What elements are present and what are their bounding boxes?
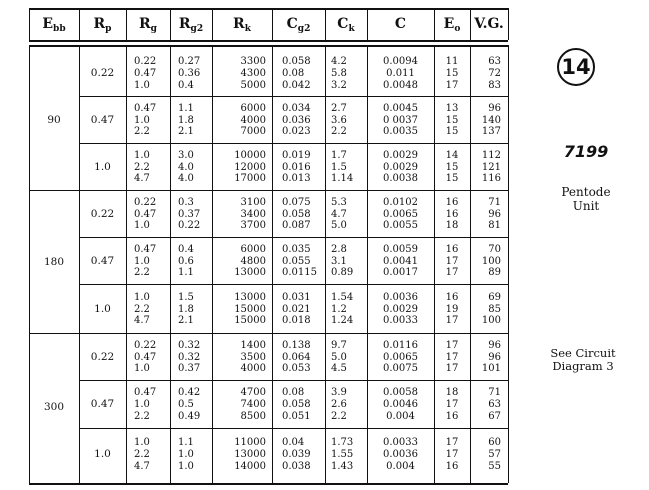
cell-ck: 1.54 xyxy=(331,291,354,303)
cell-rg2: 1.8 xyxy=(178,303,194,315)
cell-rg2: 2.1 xyxy=(178,126,194,138)
cell-ck: 1.73 xyxy=(331,437,354,449)
cell-rk: 4000 xyxy=(240,363,266,375)
cell-ck: 1.43 xyxy=(331,460,354,472)
cell-vg: 121 xyxy=(481,161,501,173)
cell-rg: 1.0 xyxy=(134,437,150,449)
cell-vg: 55 xyxy=(488,460,501,472)
cell-vg: 60 xyxy=(488,437,501,449)
cell-ck: 2.6 xyxy=(331,399,347,411)
cell-vg: 71 xyxy=(488,196,501,208)
cell-eo: 18 xyxy=(445,387,459,399)
cell-cg2: 0.051 xyxy=(282,410,311,422)
cell-c: 0.0038 xyxy=(383,173,418,185)
header-column-divider xyxy=(508,8,509,40)
cell-c: 0.0029 xyxy=(383,161,418,173)
cell-c: 0.0065 xyxy=(383,208,418,220)
cell-eo: 16 xyxy=(445,460,459,472)
body-top-border xyxy=(29,45,508,47)
cell-rk: 4700 xyxy=(240,387,266,399)
cell-ck: 3.1 xyxy=(331,255,347,267)
cell-vg: 100 xyxy=(481,255,501,267)
cell-c: 0.0065 xyxy=(383,351,418,363)
cell-ck: 5.3 xyxy=(331,196,347,208)
block-divider xyxy=(79,380,508,381)
plate-resistor-cell: 0.47 xyxy=(90,113,115,126)
cell-eo: 11 xyxy=(445,56,459,68)
cell-rk: 15000 xyxy=(234,303,266,315)
cell-rg2: 0.27 xyxy=(178,56,201,68)
cell-rg2: 0.6 xyxy=(178,255,194,267)
cell-vg: 63 xyxy=(488,399,501,411)
body-column-divider xyxy=(325,45,326,483)
body-column-divider xyxy=(170,45,171,483)
cell-rk: 11000 xyxy=(234,437,266,449)
cell-vg: 96 xyxy=(488,339,501,351)
cell-rk: 3500 xyxy=(240,351,266,363)
column-header-main: R xyxy=(178,16,191,32)
cell-cg2: 0.016 xyxy=(282,161,311,173)
cell-vg: 96 xyxy=(488,208,501,220)
cell-c: 0.0102 xyxy=(383,196,418,208)
cell-ck: 0.89 xyxy=(331,267,354,279)
cell-c: 0.0059 xyxy=(383,243,418,255)
column-header-rk xyxy=(212,8,272,40)
body-column-divider xyxy=(126,45,127,483)
cell-eo: 17 xyxy=(445,267,459,279)
cell-ck: 2.2 xyxy=(331,126,347,138)
cell-ck: 1.55 xyxy=(331,449,354,461)
cell-rk: 6000 xyxy=(240,102,266,114)
cell-cg2: 0.034 xyxy=(282,102,311,114)
cell-eo: 15 xyxy=(445,68,459,80)
cell-eo: 15 xyxy=(445,126,459,138)
column-header-main: C xyxy=(394,16,407,32)
cell-rg2: 1.1 xyxy=(178,437,194,449)
cell-rk: 3300 xyxy=(240,56,266,68)
supply-voltage-cell: 90 xyxy=(47,114,61,126)
cell-cg2: 0.08 xyxy=(282,68,305,80)
cell-cg2: 0.039 xyxy=(282,449,311,461)
cell-rg: 1.0 xyxy=(134,291,150,303)
column-header-main: R xyxy=(93,16,106,32)
cell-eo: 17 xyxy=(445,449,459,461)
cell-c: 0.004 xyxy=(386,410,415,422)
column-header-main: C xyxy=(337,16,349,32)
cell-cg2: 0.08 xyxy=(282,387,305,399)
column-header-main: V.G. xyxy=(474,16,504,32)
cell-rg: 1.0 xyxy=(134,399,150,411)
cell-cg2: 0.064 xyxy=(282,351,311,363)
column-header-sub: g2 xyxy=(297,24,311,34)
column-header-rg xyxy=(126,8,170,40)
tube-type-label: 7199 xyxy=(563,142,609,161)
table-bottom-border xyxy=(29,483,508,485)
cell-cg2: 0.019 xyxy=(282,149,311,161)
cell-vg: 67 xyxy=(488,410,501,422)
cell-rk: 4800 xyxy=(240,255,266,267)
cell-rg: 4.7 xyxy=(134,173,150,185)
cell-rk: 3700 xyxy=(240,220,266,232)
cell-vg: 101 xyxy=(481,363,501,375)
circuit-diagram-note: See Circuit Diagram 3 xyxy=(550,346,616,373)
cell-c: 0.011 xyxy=(386,68,415,80)
cell-vg: 112 xyxy=(481,149,501,161)
cell-cg2: 0.021 xyxy=(282,303,311,315)
cell-rg: 1.0 xyxy=(134,220,150,232)
cell-vg: 137 xyxy=(481,126,501,138)
cell-rg: 0.47 xyxy=(134,208,157,220)
cell-eo: 19 xyxy=(445,303,459,315)
cell-rg2: 0.5 xyxy=(178,399,194,411)
cell-rg2: 2.1 xyxy=(178,315,194,327)
cell-c: 0.0036 xyxy=(383,449,418,461)
cell-eo: 17 xyxy=(445,399,459,411)
cell-rg2: 0.4 xyxy=(178,243,194,255)
cell-eo: 13 xyxy=(445,102,459,114)
cell-rg: 0.22 xyxy=(134,339,157,351)
cell-ck: 4.2 xyxy=(331,56,347,68)
cell-rg: 0.47 xyxy=(134,387,157,399)
cell-rg: 0.47 xyxy=(134,102,157,114)
group-divider xyxy=(29,333,508,334)
cell-eo: 18 xyxy=(445,220,459,232)
cell-ck: 2.2 xyxy=(331,410,347,422)
supply-voltage-cell: 180 xyxy=(43,255,65,268)
column-header-main: E xyxy=(443,16,455,32)
cell-rk: 3400 xyxy=(240,208,266,220)
plate-resistor-cell: 0.22 xyxy=(90,350,115,363)
cell-eo: 17 xyxy=(445,79,459,91)
block-divider xyxy=(79,96,508,97)
column-header-ebb xyxy=(29,8,79,40)
cell-c: 0.0075 xyxy=(383,363,418,375)
cell-ck: 1.14 xyxy=(331,173,354,185)
cell-rg: 2.2 xyxy=(134,303,150,315)
cell-ck: 1.7 xyxy=(331,149,347,161)
cell-rg2: 0.37 xyxy=(178,208,201,220)
cell-rg: 1.0 xyxy=(134,79,150,91)
cell-rk: 10000 xyxy=(234,149,266,161)
cell-rg2: 0.42 xyxy=(178,387,201,399)
cell-c: 0.0036 xyxy=(383,291,418,303)
cell-rg: 1.0 xyxy=(134,363,150,375)
cell-eo: 17 xyxy=(445,351,459,363)
cell-cg2: 0.058 xyxy=(282,208,311,220)
cell-rg: 2.2 xyxy=(134,126,150,138)
column-header-sub: bb xyxy=(53,24,66,34)
cell-eo: 15 xyxy=(445,173,459,185)
column-header-sub: g2 xyxy=(190,24,204,34)
cell-eo: 15 xyxy=(445,114,459,126)
cell-eo: 17 xyxy=(445,255,459,267)
cell-vg: 96 xyxy=(488,351,501,363)
cell-cg2: 0.087 xyxy=(282,220,311,232)
cell-rk: 1400 xyxy=(240,339,266,351)
cell-cg2: 0.04 xyxy=(282,437,305,449)
cell-rk: 4000 xyxy=(240,114,266,126)
cell-rg: 0.47 xyxy=(134,351,157,363)
cell-rg2: 0.32 xyxy=(178,339,201,351)
cell-vg: 71 xyxy=(488,387,501,399)
cell-rg: 0.47 xyxy=(134,68,157,80)
cell-eo: 17 xyxy=(445,437,459,449)
column-header-rg2 xyxy=(170,8,212,40)
cell-eo: 15 xyxy=(445,161,459,173)
plate-resistor-cell: 1.0 xyxy=(94,160,111,173)
block-divider xyxy=(79,284,508,285)
cell-vg: 81 xyxy=(488,220,501,232)
cell-vg: 70 xyxy=(488,243,501,255)
plate-resistor-cell: 0.47 xyxy=(90,254,115,267)
cell-ck: 2.8 xyxy=(331,243,347,255)
cell-c: 0.0055 xyxy=(383,220,418,232)
group-divider xyxy=(29,190,508,191)
cell-ck: 3.2 xyxy=(331,79,347,91)
cell-vg: 140 xyxy=(481,114,501,126)
cell-c: 0.0033 xyxy=(383,437,418,449)
plate-resistor-cell: 0.22 xyxy=(90,67,115,79)
cell-rg2: 0.49 xyxy=(178,410,201,422)
cell-rk: 13000 xyxy=(234,291,266,303)
cell-cg2: 0.075 xyxy=(282,196,311,208)
column-header-main: R xyxy=(139,16,151,32)
cell-rg2: 1.0 xyxy=(178,460,194,472)
cell-rg: 2.2 xyxy=(134,410,150,422)
block-divider xyxy=(79,237,508,238)
column-header-sub: g xyxy=(150,24,157,34)
block-divider xyxy=(79,143,508,144)
cell-rg2: 0.36 xyxy=(178,68,201,80)
cell-c: 0.004 xyxy=(386,460,415,472)
cell-vg: 72 xyxy=(488,68,501,80)
cell-rk: 12000 xyxy=(234,161,266,173)
column-header-sub: o xyxy=(454,24,461,34)
cell-eo: 16 xyxy=(445,208,459,220)
cell-rg: 2.2 xyxy=(134,449,150,461)
cell-rk: 5000 xyxy=(240,79,266,91)
cell-ck: 1.24 xyxy=(331,315,354,327)
cell-rg2: 3.0 xyxy=(178,149,194,161)
cell-c: 0.0035 xyxy=(383,126,418,138)
column-header-c xyxy=(367,8,434,40)
cell-rg2: 0.22 xyxy=(178,220,201,232)
cell-ck: 9.7 xyxy=(331,339,347,351)
cell-rg2: 0.37 xyxy=(178,363,201,375)
cell-cg2: 0.023 xyxy=(282,126,311,138)
cell-rg: 2.2 xyxy=(134,161,150,173)
cell-c: 0 0037 xyxy=(383,114,418,126)
header-bottom-border xyxy=(29,40,508,42)
cell-c: 0.0048 xyxy=(383,79,418,91)
cell-eo: 16 xyxy=(445,243,459,255)
cell-cg2: 0.035 xyxy=(282,243,311,255)
cell-rg2: 1.5 xyxy=(178,291,194,303)
cell-vg: 100 xyxy=(481,315,501,327)
column-header-eo xyxy=(434,8,470,40)
cell-vg: 57 xyxy=(488,449,501,461)
cell-eo: 16 xyxy=(445,196,459,208)
block-divider xyxy=(79,428,508,429)
cell-rk: 6000 xyxy=(240,243,266,255)
cell-vg: 69 xyxy=(488,291,501,303)
cell-cg2: 0.058 xyxy=(282,399,311,411)
plate-resistor-cell: 0.22 xyxy=(90,207,115,220)
column-header-ck xyxy=(325,8,367,40)
cell-vg: 116 xyxy=(481,173,501,185)
cell-cg2: 0.058 xyxy=(282,56,311,68)
cell-rg: 1.0 xyxy=(134,114,150,126)
cell-c: 0.0029 xyxy=(383,149,418,161)
cell-c: 0.0017 xyxy=(383,267,418,279)
cell-cg2: 0.036 xyxy=(282,114,311,126)
column-header-sub: p xyxy=(105,24,112,34)
cell-rg2: 4.0 xyxy=(178,173,194,185)
column-header-cg2 xyxy=(272,8,325,40)
column-header-main: R xyxy=(233,16,245,32)
cell-ck: 5.0 xyxy=(331,351,347,363)
cell-cg2: 0.055 xyxy=(282,255,311,267)
cell-c: 0.0041 xyxy=(383,255,418,267)
cell-rg: 0.22 xyxy=(134,196,157,208)
cell-ck: 1.2 xyxy=(331,303,347,315)
cell-ck: 1.5 xyxy=(331,161,347,173)
cell-vg: 63 xyxy=(488,56,501,68)
cell-rg2: 1.1 xyxy=(178,102,194,114)
column-header-main: C xyxy=(286,16,298,32)
cell-cg2: 0.0115 xyxy=(282,267,317,279)
plate-resistor-cell: 1.0 xyxy=(94,302,111,315)
cell-c: 0.0116 xyxy=(383,339,418,351)
cell-ck: 5.0 xyxy=(331,220,347,232)
cell-rg2: 0.4 xyxy=(178,79,194,91)
cell-rg: 2.2 xyxy=(134,267,150,279)
cell-rg2: 1.1 xyxy=(178,267,194,279)
plate-resistor-cell: 0.47 xyxy=(90,398,115,410)
cell-eo: 17 xyxy=(445,315,459,327)
cell-cg2: 0.013 xyxy=(282,173,311,185)
cell-rg2: 4.0 xyxy=(178,161,194,173)
cell-cg2: 0.053 xyxy=(282,363,311,375)
cell-c: 0.0046 xyxy=(383,399,418,411)
cell-rg: 0.47 xyxy=(134,243,157,255)
column-header-vg xyxy=(470,8,508,40)
cell-rg2: 0.32 xyxy=(178,351,201,363)
cell-c: 0.0045 xyxy=(383,102,418,114)
cell-rk: 15000 xyxy=(234,315,266,327)
cell-cg2: 0.042 xyxy=(282,79,311,91)
cell-rg: 4.7 xyxy=(134,315,150,327)
cell-eo: 17 xyxy=(445,363,459,375)
plate-resistor-cell: 1.0 xyxy=(94,448,111,460)
cell-rg2: 0.3 xyxy=(178,196,194,208)
cell-cg2: 0.138 xyxy=(282,339,311,351)
cell-c: 0.0033 xyxy=(383,315,418,327)
cell-rk: 13000 xyxy=(234,267,266,279)
cell-eo: 16 xyxy=(445,291,459,303)
cell-c: 0.0094 xyxy=(383,56,418,68)
cell-rg: 0.22 xyxy=(134,56,157,68)
cell-ck: 2.7 xyxy=(331,102,347,114)
column-header-sub: k xyxy=(348,24,355,34)
cell-eo: 14 xyxy=(445,149,459,161)
cell-ck: 3.6 xyxy=(331,114,347,126)
body-column-divider xyxy=(272,45,273,483)
cell-cg2: 0.031 xyxy=(282,291,311,303)
column-header-rp xyxy=(79,8,126,40)
cell-rk: 14000 xyxy=(234,460,266,472)
cell-rg: 1.0 xyxy=(134,255,150,267)
cell-rk: 17000 xyxy=(234,173,266,185)
column-header-main: E xyxy=(42,16,54,32)
cell-cg2: 0.018 xyxy=(282,315,311,327)
page-number-badge: 14 xyxy=(557,48,595,86)
cell-ck: 4.5 xyxy=(331,363,347,375)
cell-rk: 13000 xyxy=(234,449,266,461)
cell-eo: 17 xyxy=(445,339,459,351)
cell-rk: 8500 xyxy=(240,410,266,422)
cell-rg2: 1.0 xyxy=(178,449,194,461)
cell-rg2: 1.8 xyxy=(178,114,194,126)
body-column-divider xyxy=(508,45,509,483)
cell-ck: 4.7 xyxy=(331,208,347,220)
supply-voltage-cell: 300 xyxy=(43,400,65,413)
cell-vg: 83 xyxy=(488,79,501,91)
column-header-sub: k xyxy=(244,24,251,34)
cell-rk: 7400 xyxy=(240,399,266,411)
cell-rk: 3100 xyxy=(240,196,266,208)
cell-rk: 7000 xyxy=(240,126,266,138)
cell-rk: 4300 xyxy=(240,68,266,80)
cell-vg: 89 xyxy=(488,267,501,279)
cell-ck: 5.8 xyxy=(331,68,347,80)
cell-ck: 3.9 xyxy=(331,387,347,399)
cell-vg: 96 xyxy=(488,102,501,114)
cell-vg: 85 xyxy=(488,303,501,315)
cell-rg: 4.7 xyxy=(134,460,150,472)
cell-eo: 16 xyxy=(445,410,459,422)
cell-c: 0.0029 xyxy=(383,303,418,315)
cell-c: 0.0058 xyxy=(383,387,418,399)
tube-section-label: Pentode Unit xyxy=(561,185,611,213)
cell-cg2: 0.038 xyxy=(282,460,311,472)
cell-rg: 1.0 xyxy=(134,149,150,161)
